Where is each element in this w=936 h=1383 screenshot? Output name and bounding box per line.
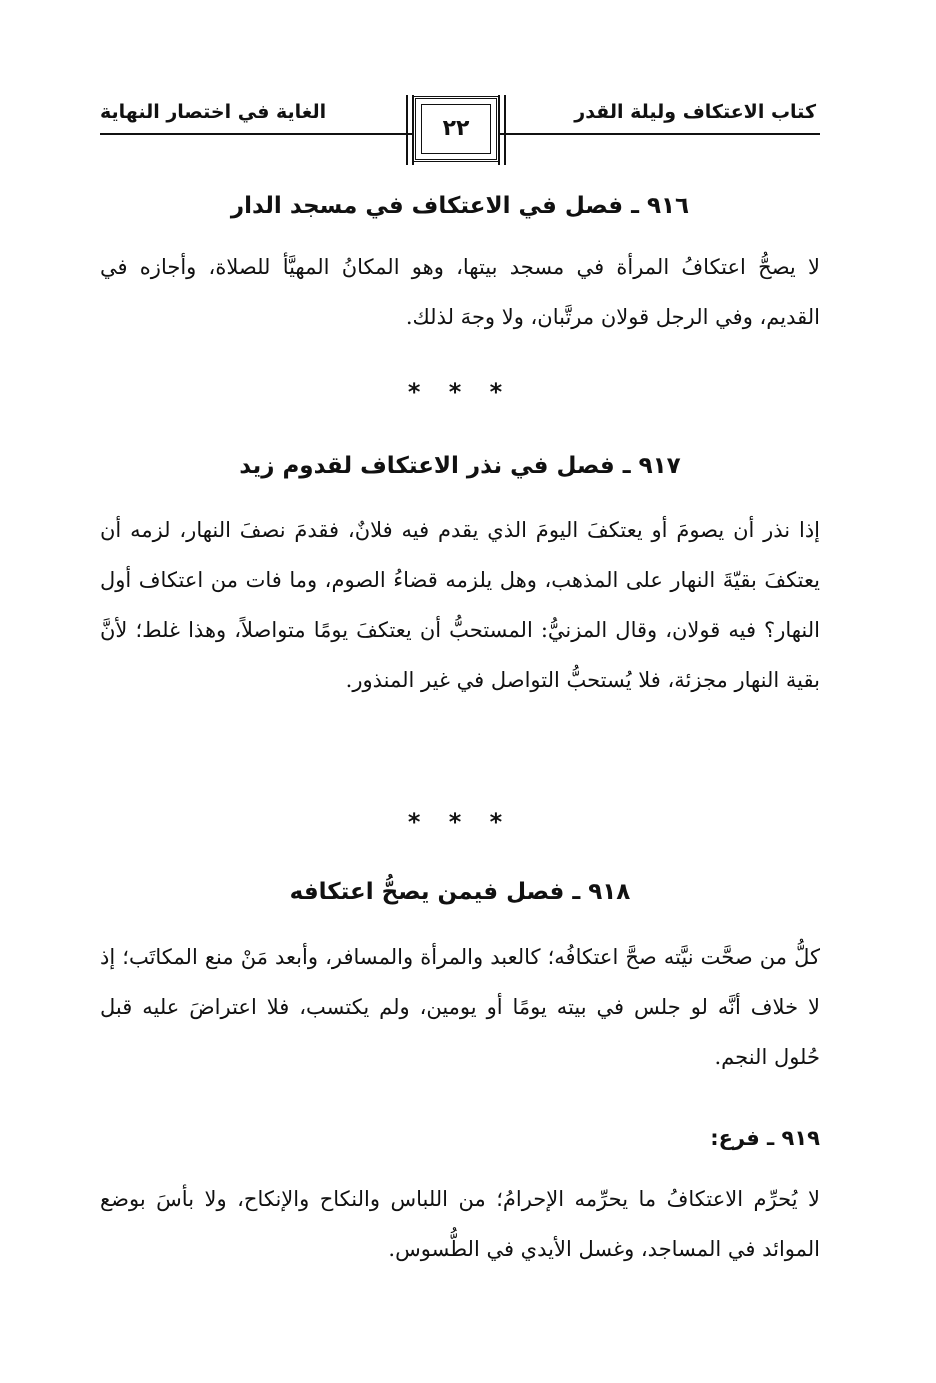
branch-text-919: لا يُحرِّم الاعتكافُ ما يحرِّمه الإحرامُ؛ من اللباس والنكاح والإنكاح، ولا بأسَ بوضع الموائد في المساجد، وغسل الأيدي في الطُّسوس. (100, 1187, 820, 1261)
section-text-918: كلُّ من صحَّت نيَّته صحَّ اعتكافُه؛ كالعبد والمرأة والمسافر، وأبعد مَنْ منع المكاتَب؛ إذ لا خلاف أنَّه لو جلس في بيته يومًا أو يومين، ولم يكتسب، فلا اعتراضَ عليه قبل حُلول النجم. (100, 945, 820, 1069)
page-number: ٢٢ (442, 116, 470, 141)
section-text-917: إذا نذر أن يصومَ أو يعتكفَ اليومَ الذي يقدم فيه فلانٌ، فقدمَ نصفَ النهار، لزمه أن يعتكفَ بقيّةَ النهار على المذهب، وهل يلزمه قضاءُ الصوم، وما فات من اعتكاف أول النهار؟ فيه قولان، وقال المزنيُّ: المستحبُّ أن يعتكفَ يومًا متواصلاً، وهذا غلط؛ لأنَّ بقية النهار مجزئة، فلا يُستحبُّ التواصل في غير المنذور. (100, 518, 821, 692)
section-separator: * * * (407, 378, 513, 406)
section-heading-918: ٩١٨ ـ فصل فيمن يصحُّ اعتكافه (289, 879, 631, 905)
chapter-title: كتاب الاعتكاف وليلة القدر (574, 101, 816, 123)
section-heading-917: ٩١٧ ـ فصل في نذر الاعتكاف لقدوم زيد (239, 453, 681, 479)
branch-title-919: ٩١٩ ـ فرع: (710, 1126, 820, 1150)
section-separator: * * * (407, 808, 513, 836)
book-title: الغاية في اختصار النهاية (100, 101, 327, 123)
frame-ornament-right (498, 95, 506, 165)
frame-ornament-left (406, 95, 414, 165)
page-number-frame (413, 96, 499, 162)
section-heading-916: ٩١٦ ـ فصل في الاعتكاف في مسجد الدار (230, 193, 690, 219)
section-text-916: لا يصحُّ اعتكافُ المرأة في مسجد بيتها، وهو المكانُ المهيَّأ للصلاة، وأجازه في القديم، وفي الرجل قولان مرتَّبان، ولا وجهَ لذلك. (100, 255, 820, 329)
